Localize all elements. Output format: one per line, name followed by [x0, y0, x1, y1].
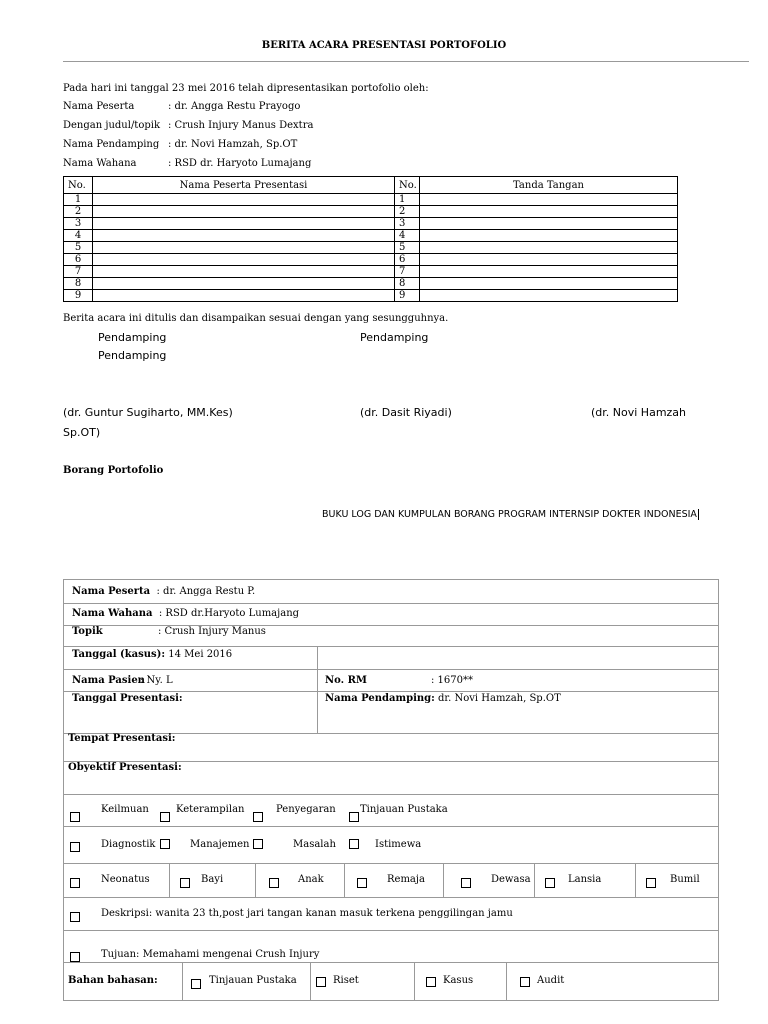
row-divider: [64, 897, 718, 898]
info-label-topik: Dengan judul/topik: [63, 120, 161, 131]
field-tanggal-presentasi: [72, 693, 183, 704]
pendamping-label-2: Pendamping: [360, 331, 429, 344]
checkbox-penyegaran[interactable]: [253, 812, 263, 822]
row-number: 2: [395, 206, 420, 218]
row-number: 2: [64, 206, 93, 218]
title-divider: [63, 61, 749, 62]
row-divider: [64, 646, 718, 647]
row-number: 9: [395, 290, 420, 302]
row-number: 1: [64, 194, 93, 206]
name-cell[interactable]: [93, 230, 395, 242]
row-number: 8: [64, 278, 93, 290]
field-label: Tanggal Presentasi:: [72, 693, 183, 704]
table-row: [64, 206, 678, 218]
field-nama-peserta: [72, 586, 255, 597]
field-nama-pasien: [72, 675, 173, 686]
row-number: 3: [395, 218, 420, 230]
option-lansia: Lansia: [568, 874, 602, 885]
option-bahan-tinjauan-pustaka: Tinjauan Pustaka: [209, 975, 297, 986]
buku-log-text: BUKU LOG DAN KUMPULAN BORANG PROGRAM INTERNSIP DOKTER INDONESIA: [322, 509, 697, 520]
name-cell[interactable]: [93, 242, 395, 254]
signature-cell[interactable]: [420, 242, 678, 254]
checkbox-keterampilan[interactable]: [160, 812, 170, 822]
option-remaja: Remaja: [387, 874, 425, 885]
field-label: Nama Wahana: [72, 608, 153, 619]
col-divider: [310, 962, 311, 1000]
field-bahan-bahasan: Bahan bahasan:: [68, 975, 158, 986]
text-cursor: [698, 509, 699, 520]
field-value: : dr. Angga Restu P.: [156, 586, 256, 597]
row-divider: [64, 863, 718, 864]
signature-cell[interactable]: [420, 206, 678, 218]
row-divider: [64, 826, 718, 827]
option-masalah: Masalah: [293, 839, 336, 850]
field-value: : Ny. L: [140, 675, 173, 686]
field-deskripsi: Deskripsi: wanita 23 th,post jari tangan kanan masuk terkena penggilingan jamu: [101, 908, 513, 919]
field-topik: [72, 626, 266, 637]
field-no-rm: [325, 675, 473, 686]
checkbox-audit[interactable]: [520, 977, 530, 987]
header-no-2: No.: [395, 177, 420, 194]
field-label: No. RM: [325, 675, 367, 686]
signature-cell[interactable]: [420, 218, 678, 230]
row-number: 5: [395, 242, 420, 254]
row-number: 7: [395, 266, 420, 278]
signatory-3: (dr. Novi Hamzah: [591, 406, 687, 419]
option-neonatus: Neonatus: [101, 874, 150, 885]
checkbox-istimewa[interactable]: [349, 839, 359, 849]
table-row: [64, 242, 678, 254]
col-divider: [635, 863, 636, 897]
table-row: [64, 254, 678, 266]
option-diagnostik: Diagnostik: [101, 839, 156, 850]
checkbox-dewasa[interactable]: [461, 878, 471, 888]
option-keterampilan: Keterampilan: [176, 804, 245, 815]
option-bayi: Bayi: [201, 874, 224, 885]
field-value: dr. Novi Hamzah, Sp.OT: [434, 693, 561, 704]
name-cell[interactable]: [93, 254, 395, 266]
checkbox-bayi[interactable]: [180, 878, 190, 888]
row-divider: [64, 794, 718, 795]
col-divider: [443, 863, 444, 897]
field-label: Nama Pendamping:: [325, 693, 435, 704]
option-kasus: Kasus: [443, 975, 474, 986]
field-nama-wahana: [72, 608, 299, 619]
pendamping-label-3: Pendamping: [98, 349, 167, 362]
checkbox-kasus[interactable]: [426, 977, 436, 987]
row-divider: [64, 962, 718, 963]
buku-log-heading: [322, 509, 699, 520]
signature-table: [63, 176, 678, 302]
option-riset: Riset: [333, 975, 359, 986]
checkbox-lansia[interactable]: [545, 878, 555, 888]
field-label: Nama Peserta: [72, 586, 151, 597]
checkbox-tujuan[interactable]: [70, 952, 80, 962]
option-tinjauan-pustaka: Tinjauan Pustaka: [360, 804, 448, 815]
table-row: [64, 278, 678, 290]
info-value-topik: : Crush Injury Manus Dextra: [168, 120, 314, 131]
option-istimewa: Istimewa: [375, 839, 422, 850]
borang-title: Borang Portofolio: [63, 465, 164, 476]
info-value-wahana: : RSD dr. Haryoto Lumajang: [168, 158, 312, 169]
signatory-2: (dr. Dasit Riyadi): [360, 406, 452, 419]
table-row: [64, 218, 678, 230]
option-dewasa: Dewasa: [491, 874, 531, 885]
intro-text: Pada hari ini tanggal 23 mei 2016 telah dipresentasikan portofolio oleh:: [63, 83, 429, 94]
option-anak: Anak: [298, 874, 324, 885]
table-row: [64, 290, 678, 302]
row-number: 4: [64, 230, 93, 242]
table-row: [64, 266, 678, 278]
field-value: 14 Mei 2016: [165, 649, 233, 660]
checkbox-keilmuan[interactable]: [70, 812, 80, 822]
col-divider: [169, 863, 170, 897]
row-number: 7: [64, 266, 93, 278]
row-divider: [64, 669, 718, 670]
name-cell[interactable]: [93, 290, 395, 302]
field-value: : Crush Injury Manus: [158, 626, 266, 637]
checkbox-tinjauan-pustaka[interactable]: [349, 812, 359, 822]
checkbox-remaja[interactable]: [357, 878, 367, 888]
signature-cell[interactable]: [420, 254, 678, 266]
option-audit: Audit: [537, 975, 565, 986]
info-label-wahana: Nama Wahana: [63, 158, 137, 169]
row-number: 9: [64, 290, 93, 302]
checkbox-neonatus[interactable]: [70, 878, 80, 888]
signature-cell[interactable]: [420, 194, 678, 206]
row-number: 4: [395, 230, 420, 242]
col-divider: [317, 646, 318, 733]
option-bumil: Bumil: [670, 874, 700, 885]
row-number: 1: [395, 194, 420, 206]
field-tanggal-kasus: [72, 649, 232, 660]
table-row: [64, 194, 678, 206]
field-tempat-presentasi: [68, 733, 175, 744]
signature-cell[interactable]: [420, 266, 678, 278]
field-value: : 1670**: [431, 675, 473, 686]
col-divider: [344, 863, 345, 897]
name-cell[interactable]: [93, 278, 395, 290]
col-divider: [506, 962, 507, 1000]
col-divider: [414, 962, 415, 1000]
signatory-3-cont: Sp.OT): [63, 426, 101, 439]
info-value-pendamping: : dr. Novi Hamzah, Sp.OT: [168, 139, 298, 150]
row-number: 6: [64, 254, 93, 266]
option-keilmuan: Keilmuan: [101, 804, 149, 815]
row-number: 8: [395, 278, 420, 290]
header-nama: Nama Peserta Presentasi: [93, 177, 395, 194]
field-obyektif: [68, 762, 182, 773]
checkbox-masalah[interactable]: [253, 839, 263, 849]
checkbox-anak[interactable]: [269, 878, 279, 888]
header-no: No.: [64, 177, 93, 194]
checkbox-deskripsi[interactable]: [70, 912, 80, 922]
field-tujuan: Tujuan: Memahami mengenai Crush Injury: [101, 949, 320, 960]
row-divider: [64, 930, 718, 931]
checkbox-bahan-tinjauan-pustaka[interactable]: [191, 979, 201, 989]
checkbox-manajemen[interactable]: [160, 839, 170, 849]
option-manajemen: Manajemen: [190, 839, 250, 850]
row-number: 3: [64, 218, 93, 230]
signature-cell[interactable]: [420, 290, 678, 302]
row-number: 6: [395, 254, 420, 266]
col-divider: [255, 863, 256, 897]
name-cell[interactable]: [93, 218, 395, 230]
info-label-pendamping: Nama Pendamping: [63, 139, 160, 150]
name-cell[interactable]: [93, 206, 395, 218]
field-value: : RSD dr.Haryoto Lumajang: [158, 608, 300, 619]
field-label: Tempat Presentasi:: [68, 733, 176, 744]
closing-statement: Berita acara ini ditulis dan disampaikan sesuai dengan yang sesungguhnya.: [63, 313, 449, 324]
row-divider: [64, 691, 718, 692]
checkbox-bumil[interactable]: [646, 878, 656, 888]
row-number: 5: [64, 242, 93, 254]
borang-table: [63, 579, 719, 1001]
pendamping-label-1: Pendamping: [98, 331, 167, 344]
field-nama-pendamping: [325, 693, 561, 704]
field-label: Nama Pasien: [72, 675, 145, 686]
checkbox-diagnostik[interactable]: [70, 842, 80, 852]
info-value-peserta: : dr. Angga Restu Prayogo: [168, 101, 301, 112]
page-title: BERITA ACARA PRESENTASI PORTOFOLIO: [261, 40, 507, 51]
col-divider: [534, 863, 535, 897]
info-label-peserta: Nama Peserta: [63, 101, 135, 112]
field-label: Topik: [72, 626, 103, 637]
table-row: [64, 230, 678, 242]
header-tanda-tangan: Tanda Tangan: [420, 177, 678, 194]
option-penyegaran: Penyegaran: [276, 804, 336, 815]
table-header-row: [64, 177, 678, 194]
signature-cell[interactable]: [420, 230, 678, 242]
signature-cell[interactable]: [420, 278, 678, 290]
row-divider: [64, 603, 718, 604]
field-label: Tanggal (kasus):: [72, 649, 166, 660]
field-label: Obyektif Presentasi:: [68, 762, 182, 773]
checkbox-riset[interactable]: [316, 977, 326, 987]
name-cell[interactable]: [93, 194, 395, 206]
name-cell[interactable]: [93, 266, 395, 278]
col-divider: [182, 962, 183, 1000]
signatory-1: (dr. Guntur Sugiharto, MM.Kes): [63, 406, 233, 419]
